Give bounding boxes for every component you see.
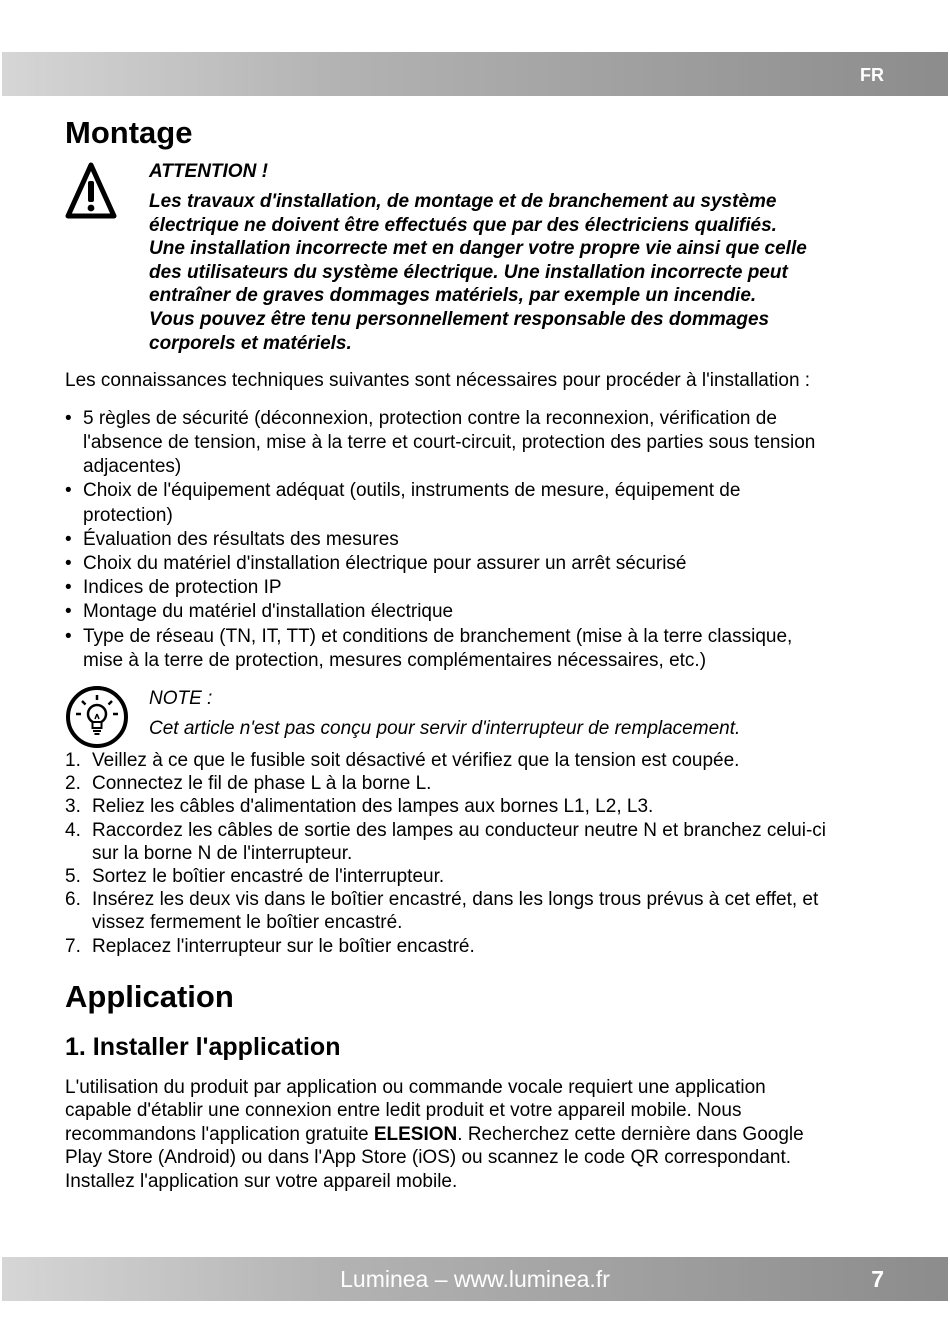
warning-line: électrique ne doivent être effectués que par des électriciens qualifiés. [149,214,777,236]
paragraph-line: L'utilisation du produit par application ou commande vocale requiert une application [65,1076,766,1098]
list-item-line: • Type de réseau (TN, IT, TT) et conditions de branchement (mise à la terre classique, [83,625,793,647]
paragraph-line: Installez l'application sur votre appareil mobile. [65,1170,458,1192]
note-body: Cet article n'est pas conçu pour servir d'interrupteur de remplacement. [149,717,741,739]
requirements-list [65,407,885,673]
page-number: 7 [871,1266,884,1292]
installation-steps [65,749,885,958]
application-paragraph [65,1076,885,1194]
list-item [65,625,885,673]
step-line: Raccordez les câbles de sortie des lampes au conducteur neutre N et branchez celui-ci [92,819,826,841]
warning-heading: ATTENTION ! [149,161,268,182]
warning-line: Une installation incorrecte met en danger votre propre vie ainsi que celle [149,238,807,260]
list-item-line: • Choix de l'équipement adéquat (outils, instruments de mesure, équipement de [83,480,741,502]
step-line: vissez fermement le boîtier encastré. [92,912,403,934]
list-item [65,479,885,527]
warning-line: Vous pouvez être tenu personnellement responsable des dommages [149,309,770,331]
warning-text [149,160,885,355]
list-item [65,600,885,624]
list-item-line: • Indices de protection IP [83,577,282,599]
list-item-line: • Évaluation des résultats des mesures [83,528,399,550]
list-item-line: protection) [83,504,173,526]
header-bar [2,52,948,96]
step-number: 6. [65,889,81,911]
page-content [65,112,885,1193]
list-item-line: • 5 règles de sécurité (déconnexion, protection contre la reconnexion, vérification de [83,407,777,429]
step-line: Replacez l'interrupteur sur le boîtier encastré. [92,935,475,957]
list-item [65,795,885,818]
list-item [65,528,885,552]
note-text [149,684,885,744]
section-title-montage: Montage [65,115,193,150]
list-item [65,749,885,772]
list-item [65,819,885,865]
language-label: FR [860,65,884,85]
footer-text: Luminea – www.luminea.fr [340,1266,610,1292]
note-callout [65,684,885,744]
step-line: sur la borne N de l'interrupteur. [92,842,353,864]
paragraph-line [65,1123,885,1147]
list-item-line: mise à la terre de protection, mesures complémentaires nécessaires, etc.) [83,649,707,671]
paragraph-text: recommandons l'application gratuite [65,1123,374,1145]
list-item [65,772,885,795]
list-item [65,407,885,480]
list-item-line: • Choix du matériel d'installation électrique pour assurer un arrêt sécurisé [83,552,687,574]
step-line: Connectez le fil de phase L à la borne L. [92,773,432,795]
requirements-intro: Les connaissances techniques suivantes sont nécessaires pour procéder à l'installation : [65,370,811,392]
warning-triangle-icon [65,160,117,227]
list-item-line: l'absence de tension, mise à la terre et court-circuit, protection des parties sous tension [83,431,816,453]
app-name: ELESION [373,1123,458,1145]
list-item-line: adjacentes) [83,456,182,478]
paragraph-text: . Recherchez cette dernière dans Google [457,1123,804,1145]
step-line: Sortez le boîtier encastré de l'interrupteur. [92,866,445,887]
list-item [65,552,885,576]
step-number: 3. [65,796,81,818]
warning-callout [65,160,885,355]
warning-line: entraîner de graves dommages matériels, par exemple un incendie. [149,285,757,307]
step-line: Insérez les deux vis dans le boîtier encastré, dans les longs trous prévus à cet effet, et [92,889,819,911]
step-line: Veillez à ce que le fusible soit désactivé et vérifiez que la tension est coupée. [92,749,740,771]
note-heading: NOTE : [149,687,213,709]
section-title-application: Application [65,978,234,1014]
step-number: 1. [65,749,81,771]
subsection-title: 1. Installer l'application [65,1032,341,1061]
step-number: 5. [65,866,81,887]
list-item-line: • Montage du matériel d'installation électrique [83,601,454,623]
list-item [65,935,885,958]
list-item [65,865,885,888]
warning-line: des utilisateurs du système électrique. Une installation incorrecte peut [149,261,788,283]
lightbulb-icon [65,685,129,754]
step-number: 7. [65,935,81,957]
step-number: 2. [65,773,81,795]
warning-line: Les travaux d'installation, de montage et de branchement au système [149,191,777,213]
step-number: 4. [65,819,81,841]
warning-line: corporels et matériels. [149,332,352,354]
step-line: Reliez les câbles d'alimentation des lampes aux bornes L1, L2, L3. [92,796,654,818]
footer-bar [2,1257,948,1301]
paragraph-line: capable d'établir une connexion entre ledit produit et votre appareil mobile. Nous [65,1100,742,1122]
paragraph-line: Play Store (Android) ou dans l'App Store (iOS) ou scannez le code QR correspondant. [65,1147,792,1169]
list-item [65,888,885,934]
list-item [65,576,885,600]
